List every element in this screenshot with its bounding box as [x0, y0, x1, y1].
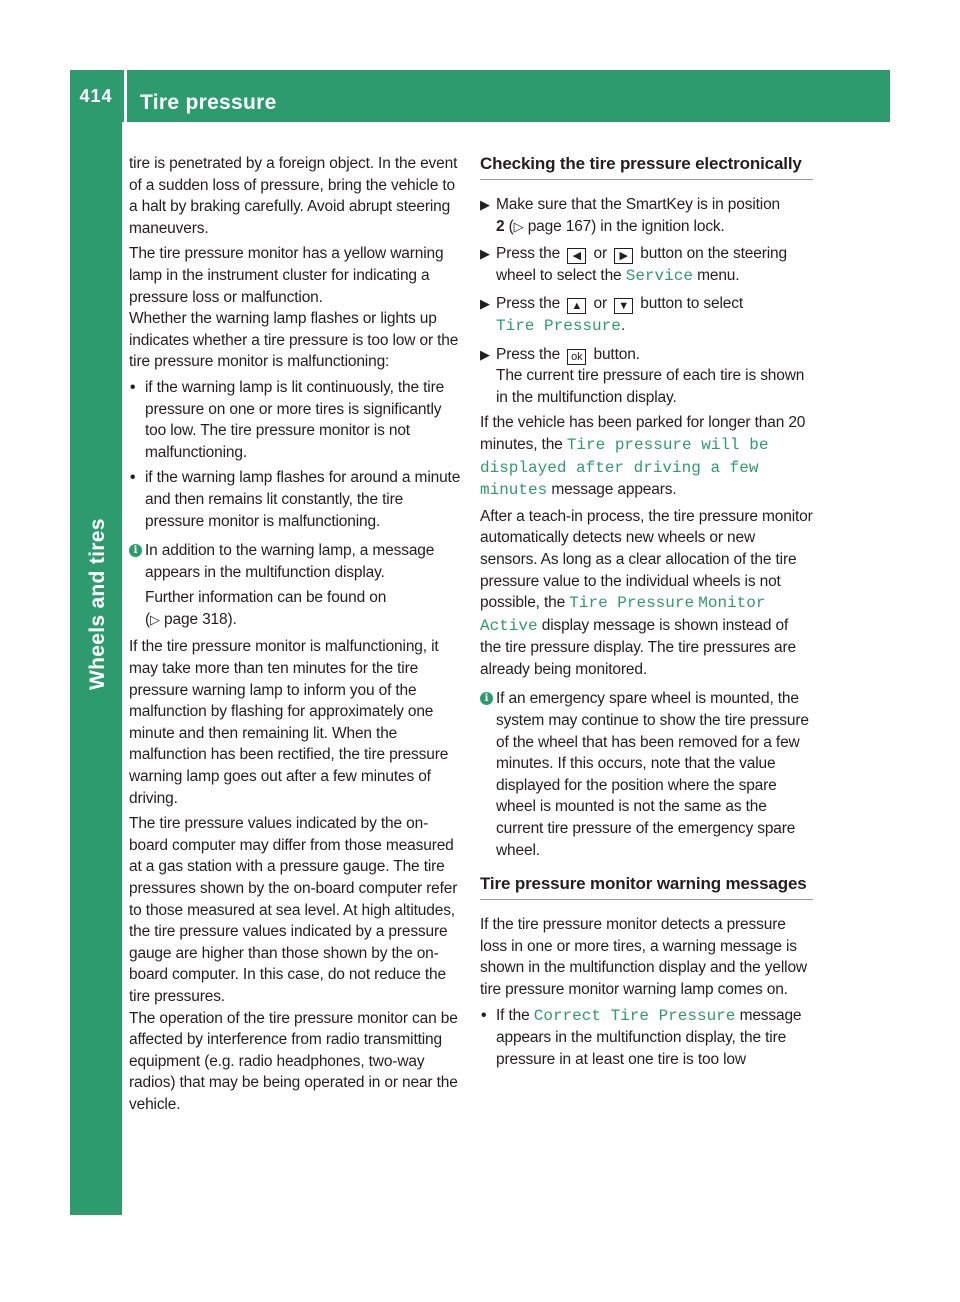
note-text: In addition to the warning lamp, a message appears in the multifunction display.	[145, 542, 435, 581]
step-result: The current tire pressure of each tire is shown in the multifunction display.	[496, 367, 805, 406]
display-message: minutes	[480, 481, 548, 500]
instruction-step	[480, 293, 813, 337]
step-text: Press the	[496, 295, 561, 313]
bullet-item	[480, 1005, 813, 1071]
paragraph: tire is penetrated by a foreign object. In the event of a sudden loss of pressure, bring the vehicle to a halt by braking carefully. Avoid abrupt steering maneuvers.	[129, 155, 458, 237]
right-column	[480, 153, 813, 1070]
left-column	[129, 153, 461, 1116]
step-arrow-icon: ▶	[480, 246, 490, 262]
step-text: menu.	[697, 266, 740, 284]
display-menu-item: Tire Pressure	[496, 316, 621, 335]
page-header	[70, 70, 890, 122]
step-text: or	[593, 295, 607, 313]
display-message: Tire Pressure	[569, 594, 695, 613]
page-title: Tire pressure	[140, 91, 277, 114]
bullet-text: message appears in the multifunction display, the tire pressure in at least one tire is too low	[496, 1006, 802, 1068]
up-arrow-key-icon: ▲	[567, 298, 586, 314]
header-divider	[124, 70, 127, 122]
instruction-step: ▶ Make sure that the SmartKey is in position 2 (▷ page 167) in the ignition lock.	[480, 196, 781, 235]
paragraph-text: message appears.	[551, 481, 677, 499]
display-message: Monitor Active	[480, 594, 766, 635]
step-text: or	[593, 245, 607, 263]
step-arrow-icon: ▶	[480, 296, 490, 312]
step-arrow-icon: ▶	[480, 197, 490, 212]
page-ref-link[interactable]: page 318).	[164, 610, 237, 628]
instruction-step	[480, 243, 813, 287]
paragraph	[480, 506, 813, 681]
step-text: Make sure that the SmartKey is in position	[496, 196, 781, 213]
key-position: 2	[496, 217, 505, 235]
display-message: Tire pressure will be	[566, 435, 769, 454]
step-arrow-icon: ▶	[480, 346, 490, 362]
paragraph-text: If the vehicle has been parked for longer than 20 minutes, the	[480, 414, 806, 453]
back-arrow-key-icon: ◀	[567, 248, 586, 264]
section-side-label-wrap	[86, 518, 109, 691]
note-text: If an emergency spare wheel is mounted, the system may continue to show the tire pressure of the wheel that has been removed for a few minutes. If this occurs, note that the value displayed for the position where the spare wheel is mounted is not the same as the current tire pressure of the emergency spare wheel.	[496, 690, 809, 859]
page-ref-arrow-icon: ▷	[513, 218, 524, 234]
step-text: Press the	[496, 245, 561, 263]
paragraph: If the tire pressure monitor is malfunctioning, it may take more than ten minutes for the tire pressure warning lamp to inform you of the malfunction by flashing for approximately one minute and then remaining lit. When the malfunction has been rectified, the tire pressure warning lamp goes out after a few minutes of driving.	[129, 638, 449, 807]
paragraph: If the tire pressure monitor detects a pressure loss in one or more tires, a warning message is shown in the multifunction display and the yellow tire pressure monitor warning lamp comes on.	[480, 916, 807, 998]
bullet-item: • if the warning lamp flashes for around a minute and then remains lit constantly, the tire pressure monitor is malfunctioning.	[129, 467, 461, 532]
note-text-lead: Further information can be found on	[145, 589, 387, 607]
paragraph	[480, 412, 813, 501]
paragraph: The tire pressure values indicated by the on-board computer may differ from those measured at a gas station with a pressure gauge. The tire pressures shown by the on-board computer refer to those measured at sea level. At high altitudes, the tire pressure values indicated by a pressure gauge are higher than those shown by the on-board computer. In this case, do not reduce the tire pressures.	[129, 815, 458, 1005]
page-number: 414	[79, 86, 113, 106]
step-text: Press the	[496, 345, 561, 363]
step-text: button to select	[640, 295, 744, 313]
forward-arrow-key-icon: ▶	[614, 248, 633, 264]
info-note	[129, 540, 461, 630]
note-text: Further information can be found on (▷ page 318).	[145, 589, 387, 628]
down-arrow-key-icon: ▼	[614, 298, 633, 314]
display-menu-name: Service	[625, 266, 693, 285]
step-text: button.	[593, 345, 640, 363]
section-side-label: Wheels and tires	[86, 518, 109, 690]
paragraph: The operation of the tire pressure monitor can be affected by interference from radio transmitting equipment (e.g. radio headphones, two-way radios) that may be being operated in or near the vehicle.	[129, 1009, 458, 1113]
info-icon: i	[480, 692, 493, 705]
info-note	[480, 688, 813, 861]
page-ref-link[interactable]: page 167) in the ignition lock.	[527, 217, 725, 235]
paragraph: The tire pressure monitor has a yellow warning lamp in the instrument cluster for indicating a pressure loss or malfunction.	[129, 245, 444, 306]
paragraph-text: After a teach-in process, the tire pressure monitor automatically detects new wheels or new sensors. As long as a clear allocation of the tire pressure value to the individual wheels is not possible, the	[480, 507, 813, 612]
bullet-text: If the	[496, 1006, 530, 1024]
instruction-step	[480, 344, 813, 409]
step-text: button on the steering wheel to select the	[496, 245, 787, 284]
display-message: Correct Tire Pressure	[533, 1006, 736, 1025]
paragraph: Whether the warning lamp flashes or lights up indicates whether a tire pressure is too low or the tire pressure monitor is malfunctioning:	[129, 310, 459, 371]
step-text: .	[620, 316, 625, 334]
page-ref-arrow-icon: ▷	[150, 611, 160, 627]
section-heading: Checking the tire pressure electronically	[480, 153, 813, 180]
paragraph-text: display message is shown instead of the tire pressure display. The tire pressures are already being monitored.	[480, 616, 797, 678]
info-icon: i	[129, 544, 142, 557]
ok-key-icon: ok	[567, 349, 586, 365]
display-message: displayed after driving a few	[480, 458, 759, 477]
section-heading: Tire pressure monitor warning messages	[480, 873, 813, 900]
bullet-item: • if the warning lamp is lit continuously, the tire pressure on one or more tires is significantly too low. The tire pressure monitor is not malfunctioning.	[129, 377, 461, 463]
